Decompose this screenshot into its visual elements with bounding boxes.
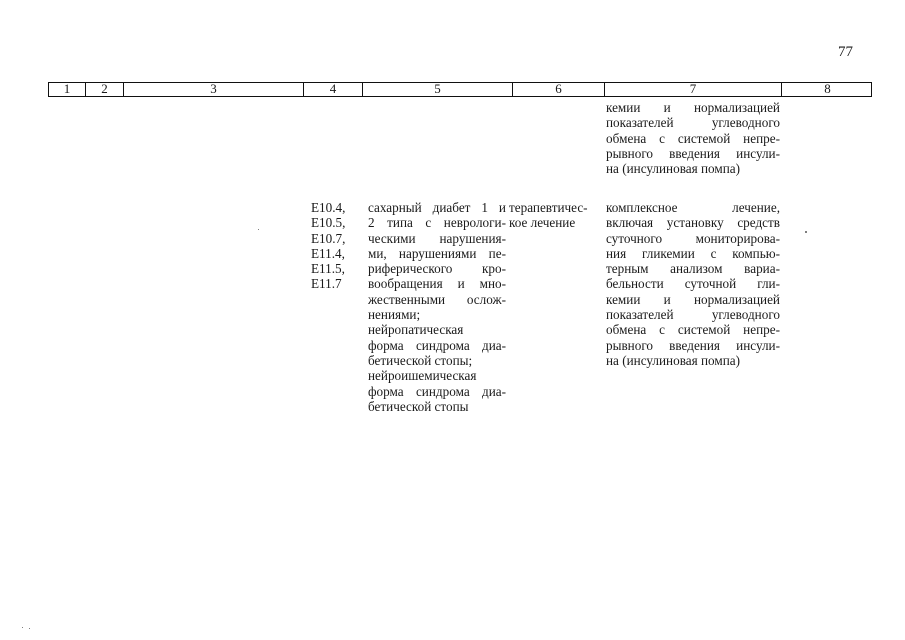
text-line: риферического кро- bbox=[368, 261, 506, 277]
header-cell-5: 5 bbox=[363, 82, 513, 96]
text-line: ческими нарушения- bbox=[368, 230, 506, 246]
text-line: терапевтичес- bbox=[509, 200, 588, 215]
icd-code: E11.5, bbox=[311, 261, 345, 277]
text-line: нейроишемическая bbox=[368, 368, 477, 384]
diagnosis-column bbox=[368, 200, 506, 414]
header-cell-4: 4 bbox=[304, 82, 363, 96]
text-line: форма синдрома диа- bbox=[368, 383, 506, 399]
text-line: бетической стопы bbox=[368, 398, 469, 414]
header-cell-7: 7 bbox=[605, 82, 782, 96]
icd-code: E11.4, bbox=[311, 245, 345, 261]
icd-code: E10.5, bbox=[311, 215, 346, 231]
text-line: на (инсулиновая помпа) bbox=[606, 161, 741, 177]
text-line: вообращения и мно- bbox=[368, 276, 506, 292]
text-line: 2 типа с неврологи- bbox=[368, 215, 506, 231]
text-line: включая установку средств bbox=[606, 215, 780, 231]
icd-code: E10.7, bbox=[311, 230, 346, 246]
text-line: сахарный диабет 1 и bbox=[368, 200, 506, 215]
header-cell-2: 2 bbox=[86, 82, 124, 96]
text-line: комплексное лечение, bbox=[606, 200, 780, 215]
header-cell-1: 1 bbox=[49, 82, 86, 96]
text-line: рывного введения инсули- bbox=[606, 145, 780, 161]
icd-codes-column bbox=[311, 200, 361, 292]
text-line: обмена с системой непре- bbox=[606, 130, 780, 146]
text-line: форма синдрома диа- bbox=[368, 337, 506, 353]
text-line: на (инсулиновая помпа) bbox=[606, 352, 741, 368]
text-line: нейропатическая bbox=[368, 322, 464, 338]
text-line: нениями; bbox=[368, 307, 421, 323]
page-number: 77 bbox=[838, 44, 853, 60]
header-cell-8: 8 bbox=[824, 81, 831, 96]
header-cell-6: 6 bbox=[513, 82, 605, 96]
scan-speck bbox=[805, 231, 807, 233]
text-line: бетической стопы; bbox=[368, 352, 473, 368]
icd-code: E11.7 bbox=[311, 276, 342, 292]
continuation-col7-text bbox=[606, 100, 780, 176]
text-line: показателей углеводного bbox=[606, 307, 780, 323]
scan-speck bbox=[22, 627, 23, 628]
text-line: кое лечение bbox=[509, 215, 576, 231]
scan-speck bbox=[258, 229, 259, 230]
text-line: терным анализом вариа- bbox=[606, 261, 780, 277]
treatment-method-column bbox=[606, 200, 780, 368]
table-header-row bbox=[48, 82, 872, 97]
text-line: жественными ослож- bbox=[368, 291, 506, 307]
treatment-type-column bbox=[509, 200, 601, 231]
text-line: бельности суточной гли- bbox=[606, 276, 780, 292]
text-line: кемии и нормализацией bbox=[606, 100, 780, 115]
text-line: суточного мониторирова- bbox=[606, 230, 780, 246]
text-line: рывного введения инсули- bbox=[606, 337, 780, 353]
scan-speck bbox=[29, 628, 30, 629]
text-line: обмена с системой непре- bbox=[606, 322, 780, 338]
text-line: показателей углеводного bbox=[606, 115, 780, 131]
text-line: кемии и нормализацией bbox=[606, 291, 780, 307]
header-cell-3: 3 bbox=[124, 82, 304, 96]
text-line: ми, нарушениями пе- bbox=[368, 245, 506, 261]
text-line: ния гликемии с компью- bbox=[606, 245, 780, 261]
icd-code: E10.4, bbox=[311, 200, 346, 215]
